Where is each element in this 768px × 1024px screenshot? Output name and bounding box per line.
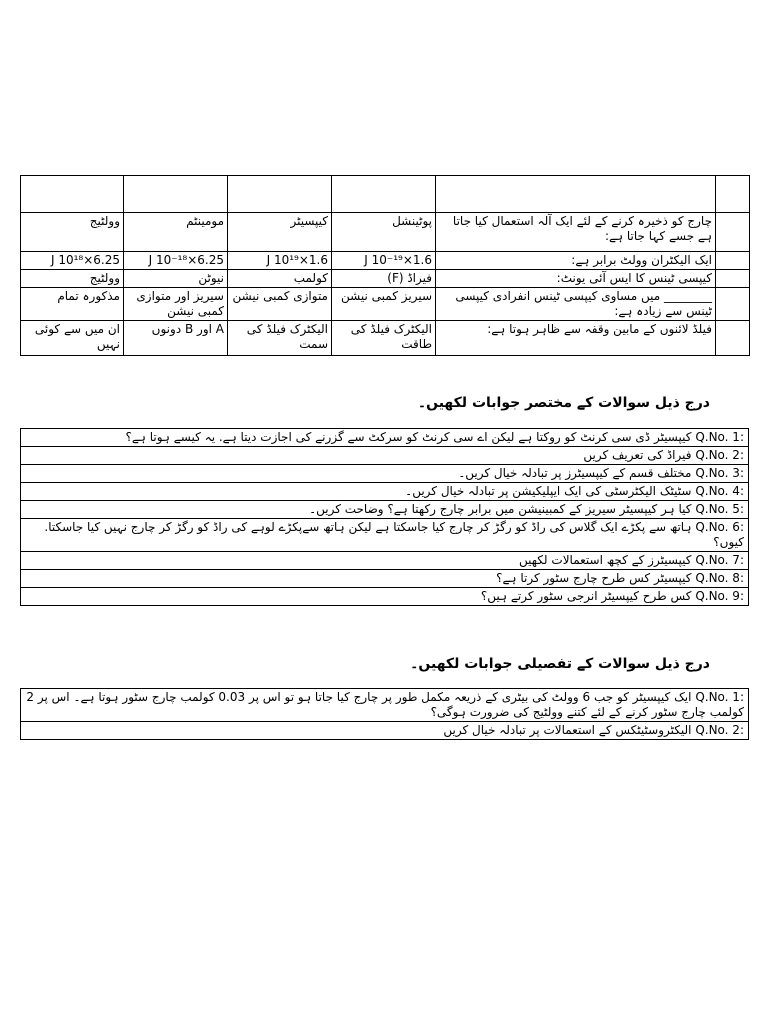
question-text: الیکٹروسٹیٹکس کے استعمالات پر تبادلہ خیال کریں [443, 723, 692, 737]
mcq-option-1 [332, 176, 436, 213]
mcq-option-2: کولمب [228, 270, 332, 288]
mcq-option-3: نیوٹن [124, 270, 228, 288]
mcq-question [436, 176, 716, 213]
mcq-blank-cell [716, 270, 750, 288]
mcq-question: ایک الیکٹران وولٹ برابر ہے: [436, 252, 716, 270]
question-cell [21, 483, 749, 501]
mcq-option-4 [21, 176, 124, 213]
question-row [21, 429, 749, 447]
question-text: کس طرح کیپسیٹر انرجی سٹور کرتے ہیں؟ [480, 589, 692, 603]
question-cell [21, 570, 749, 588]
short-questions-table [20, 428, 749, 606]
mcq-option-4: وولٹیج [21, 270, 124, 288]
question-cell [21, 552, 749, 570]
mcq-option-3: مومینٹم [124, 213, 228, 252]
mcq-option-3: A اور B دونوں [124, 321, 228, 356]
question-text: ہاتھ سے پکڑے ایک گلاس کی راڈ کو رگڑ کر چارج کیا جاسکتا ہے لیکن ہاتھ سےپکڑے لوہے کی راڈ کو رگڑ کر چارج نہیں کیا جاسکتا. کیوں؟ [44, 520, 744, 549]
question-cell [21, 501, 749, 519]
mcq-option-4: ان میں سے کوئی نہیں [21, 321, 124, 356]
mcq-question: ________ میں مساوی کیپسی ٹینس انفرادی کیپسی ٹینس سے زیادہ ہے: [436, 288, 716, 321]
mcq-question: فیلڈ لائنوں کے مابین وقفہ سے ظاہر ہوتا ہے: [436, 321, 716, 356]
mcq-row [21, 176, 750, 213]
question-number: Q.No. 8: [695, 571, 744, 585]
mcq-option-3: سیریز اور متوازی کمبی نیشن [124, 288, 228, 321]
mcq-blank-cell [716, 288, 750, 321]
question-text: فیراڈ کی تعریف کریں [583, 448, 692, 462]
mcq-option-1: فیراڈ (F) [332, 270, 436, 288]
mcq-blank-cell [716, 321, 750, 356]
mcq-option-1: سیریز کمبی نیشن [332, 288, 436, 321]
question-row [21, 483, 749, 501]
question-text: کیپسیٹرز کے کچھ استعمالات لکھیں [519, 553, 692, 567]
question-row [21, 447, 749, 465]
question-number: Q.No. 5: [695, 502, 744, 516]
question-text: ایک کیپسیٹر کو جب 6 وولٹ کی بیٹری کے ذریعہ مکمل طور پر چارج کیا جاتا ہو تو اس پر 0.03 کولمب چارج سٹور ہوتا ہے۔ اس پر 2 کولمب چارج سٹور کرنے کے لئے کتنے وولٹیج کی ضرورت ہوگی؟ [26, 690, 744, 719]
question-cell [21, 722, 749, 740]
question-row [21, 519, 749, 552]
question-cell [21, 519, 749, 552]
question-number: Q.No. 7: [695, 553, 744, 567]
question-number: Q.No. 3: [695, 466, 744, 480]
mcq-option-4: وولٹیج [21, 213, 124, 252]
mcq-row [21, 270, 750, 288]
mcq-option-1: 1.6×10⁻¹⁹ J [332, 252, 436, 270]
mcq-blank-cell [716, 213, 750, 252]
mcq-option-2 [228, 176, 332, 213]
question-row [21, 588, 749, 606]
question-row [21, 689, 749, 722]
question-number: Q.No. 2: [695, 723, 744, 737]
mcq-blank-cell [716, 176, 750, 213]
mcq-row [21, 213, 750, 252]
question-text: سٹیٹک الیکٹرسٹی کی ایک ایپلیکیشن پر تبادلہ خیال کریں۔ [405, 484, 692, 498]
mcq-blank-cell [716, 252, 750, 270]
mcq-row [21, 252, 750, 270]
question-cell [21, 465, 749, 483]
question-row [21, 501, 749, 519]
mcq-option-3: 6.25×10⁻¹⁸ J [124, 252, 228, 270]
question-cell [21, 588, 749, 606]
mcq-option-2: الیکٹرک فیلڈ کی سمت [228, 321, 332, 356]
mcq-option-1: الیکٹرک فیلڈ کی طاقت [332, 321, 436, 356]
question-number: Q.No. 6: [695, 520, 744, 534]
question-cell [21, 429, 749, 447]
question-text: کیا ہر کیپسیٹر سیریز کے کمبینیشن میں برابر چارج رکھتا ہے؟ وضاحت کریں۔ [309, 502, 692, 516]
question-number: Q.No. 1: [695, 690, 744, 704]
short-questions-heading: درج ذیل سوالات کے مختصر جوابات لکھیں۔ [417, 395, 710, 411]
mcq-option-4: مذکورہ تمام [21, 288, 124, 321]
question-row [21, 465, 749, 483]
question-number: Q.No. 2: [695, 448, 744, 462]
question-number: Q.No. 4: [695, 484, 744, 498]
mcq-option-2: 1.6×10¹⁹ J [228, 252, 332, 270]
mcq-question: چارج کو ذخیرہ کرنے کے لئے ایک آلہ استعمال کیا جاتا ہے جسے کہا جاتا ہے: [436, 213, 716, 252]
question-cell [21, 447, 749, 465]
question-row [21, 552, 749, 570]
mcq-option-1: پوٹینشل [332, 213, 436, 252]
question-cell [21, 689, 749, 722]
mcq-option-2: کیپسیٹر [228, 213, 332, 252]
mcq-option-4: 6.25×10¹⁸ J [21, 252, 124, 270]
long-questions-table [20, 688, 749, 740]
mcq-row [21, 288, 750, 321]
question-number: Q.No. 1: [695, 430, 744, 444]
question-text: مختلف قسم کے کیپسیٹرز پر تبادلہ خیال کریں۔ [458, 466, 692, 480]
question-text: کیپسیٹر ڈی سی کرنٹ کو روکتا ہے لیکن اے سی کرنٹ کو سرکٹ سے گزرنے کی اجازت دیتا ہے. یہ کیسے ہوتا ہے؟ [125, 430, 692, 444]
mcq-option-3 [124, 176, 228, 213]
mcq-option-2: متوازی کمبی نیشن [228, 288, 332, 321]
question-text: کیپسیٹر کس طرح چارج سٹور کرتا ہے؟ [496, 571, 692, 585]
long-questions-heading: درج ذیل سوالات کے تفصیلی جوابات لکھیں۔ [410, 656, 710, 672]
question-number: Q.No. 9: [695, 589, 744, 603]
question-row [21, 570, 749, 588]
mcq-table [20, 175, 750, 356]
mcq-row [21, 321, 750, 356]
question-row [21, 722, 749, 740]
mcq-question: کیپسی ٹینس کا ایس آئی یونٹ: [436, 270, 716, 288]
